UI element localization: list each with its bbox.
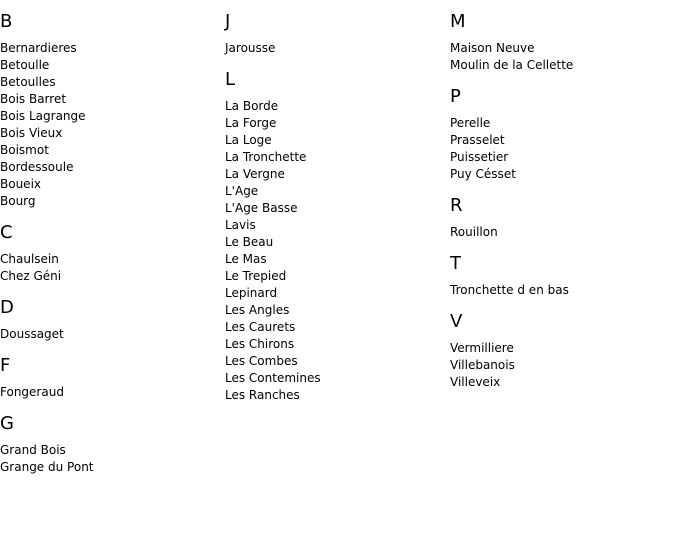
- place-item-villeveix: Villeveix: [450, 375, 501, 389]
- place-item-moulin-de-la-cellette: Moulin de la Cellette: [450, 58, 574, 72]
- place-item-bois-vieux: Bois Vieux: [0, 126, 63, 140]
- index-column-3: [450, 10, 670, 402]
- letter-heading-r: R: [450, 195, 463, 216]
- place-item-betoulle: Betoulle: [0, 58, 50, 72]
- letter-group-m: [450, 10, 670, 74]
- place-item-l-age-basse: L'Age Basse: [225, 201, 298, 215]
- place-item-bois-barret: Bois Barret: [0, 92, 67, 106]
- place-list: [0, 442, 220, 476]
- letter-heading-b: B: [0, 11, 13, 32]
- place-item-bois-lagrange: Bois Lagrange: [0, 109, 86, 123]
- place-list: [225, 98, 445, 404]
- place-item-lavis: Lavis: [225, 218, 256, 232]
- index-column-2: [225, 10, 445, 415]
- place-item-boueix: Boueix: [0, 177, 41, 191]
- place-item-chaulsein: Chaulsein: [0, 252, 59, 266]
- place-list: [450, 40, 670, 74]
- letter-group-d: [0, 296, 220, 343]
- place-item-perelle: Perelle: [450, 116, 491, 130]
- place-item-puissetier: Puissetier: [450, 150, 509, 164]
- place-item-bordessoule: Bordessoule: [0, 160, 74, 174]
- letter-heading-f: F: [0, 355, 11, 376]
- letter-group-b: [0, 10, 220, 210]
- place-item-maison-neuve: Maison Neuve: [450, 41, 535, 55]
- place-item-bernardieres: Bernardieres: [0, 41, 77, 55]
- letter-heading-m: M: [450, 11, 466, 32]
- letter-heading-p: P: [450, 86, 461, 107]
- letter-group-c: [0, 221, 220, 285]
- place-item-grange-du-pont: Grange du Pont: [0, 460, 94, 474]
- letter-group-f: [0, 354, 220, 401]
- place-item-les-caurets: Les Caurets: [225, 320, 296, 334]
- place-item-tronchette-d-en-bas: Tronchette d en bas: [450, 283, 569, 297]
- place-item-la-borde: La Borde: [225, 99, 279, 113]
- letter-group-t: [450, 252, 670, 299]
- letter-group-l: [225, 68, 445, 404]
- place-item-le-beau: Le Beau: [225, 235, 274, 249]
- place-item-les-combes: Les Combes: [225, 354, 298, 368]
- letter-group-r: [450, 194, 670, 241]
- place-list: [0, 251, 220, 285]
- letter-heading-d: D: [0, 297, 14, 318]
- index-column-1: [0, 10, 220, 487]
- place-item-lepinard: Lepinard: [225, 286, 278, 300]
- place-item-chez-geni: Chez Géni: [0, 269, 62, 283]
- letter-heading-g: G: [0, 413, 14, 434]
- place-item-doussaget: Doussaget: [0, 327, 64, 341]
- place-item-les-ranches: Les Ranches: [225, 388, 300, 402]
- letter-heading-l: L: [225, 69, 236, 90]
- place-item-prasselet: Prasselet: [450, 133, 505, 147]
- place-item-les-contemines: Les Contemines: [225, 371, 321, 385]
- place-list: [450, 282, 670, 299]
- place-item-jarousse: Jarousse: [225, 41, 276, 55]
- place-item-betoulles: Betoulles: [0, 75, 56, 89]
- place-list: [450, 340, 670, 391]
- place-item-grand-bois: Grand Bois: [0, 443, 66, 457]
- place-list: [0, 384, 220, 401]
- letter-group-j: [225, 10, 445, 57]
- place-item-l-age: L'Age: [225, 184, 259, 198]
- place-list: [450, 115, 670, 183]
- letter-heading-c: C: [0, 222, 13, 243]
- place-item-la-tronchette: La Tronchette: [225, 150, 307, 164]
- place-list: [0, 326, 220, 343]
- place-item-les-chirons: Les Chirons: [225, 337, 295, 351]
- place-list: [0, 40, 220, 210]
- place-item-le-trepied: Le Trepied: [225, 269, 287, 283]
- place-item-le-mas: Le Mas: [225, 252, 267, 266]
- letter-heading-v: V: [450, 311, 463, 332]
- place-list: [450, 224, 670, 241]
- letter-group-p: [450, 85, 670, 183]
- letter-heading-t: T: [450, 253, 461, 274]
- place-item-villebanois: Villebanois: [450, 358, 515, 372]
- place-item-la-vergne: La Vergne: [225, 167, 285, 181]
- place-item-puy-cesset: Puy Césset: [450, 167, 516, 181]
- place-list: [225, 40, 445, 57]
- letter-group-v: [450, 310, 670, 391]
- place-item-les-angles: Les Angles: [225, 303, 290, 317]
- letter-group-g: [0, 412, 220, 476]
- place-item-vermilliere: Vermilliere: [450, 341, 514, 355]
- place-item-la-loge: La Loge: [225, 133, 272, 147]
- letter-heading-j: J: [225, 11, 231, 32]
- place-item-boismot: Boismot: [0, 143, 49, 157]
- place-item-bourg: Bourg: [0, 194, 36, 208]
- place-item-rouillon: Rouillon: [450, 225, 498, 239]
- place-item-fongeraud: Fongeraud: [0, 385, 64, 399]
- place-item-la-forge: La Forge: [225, 116, 277, 130]
